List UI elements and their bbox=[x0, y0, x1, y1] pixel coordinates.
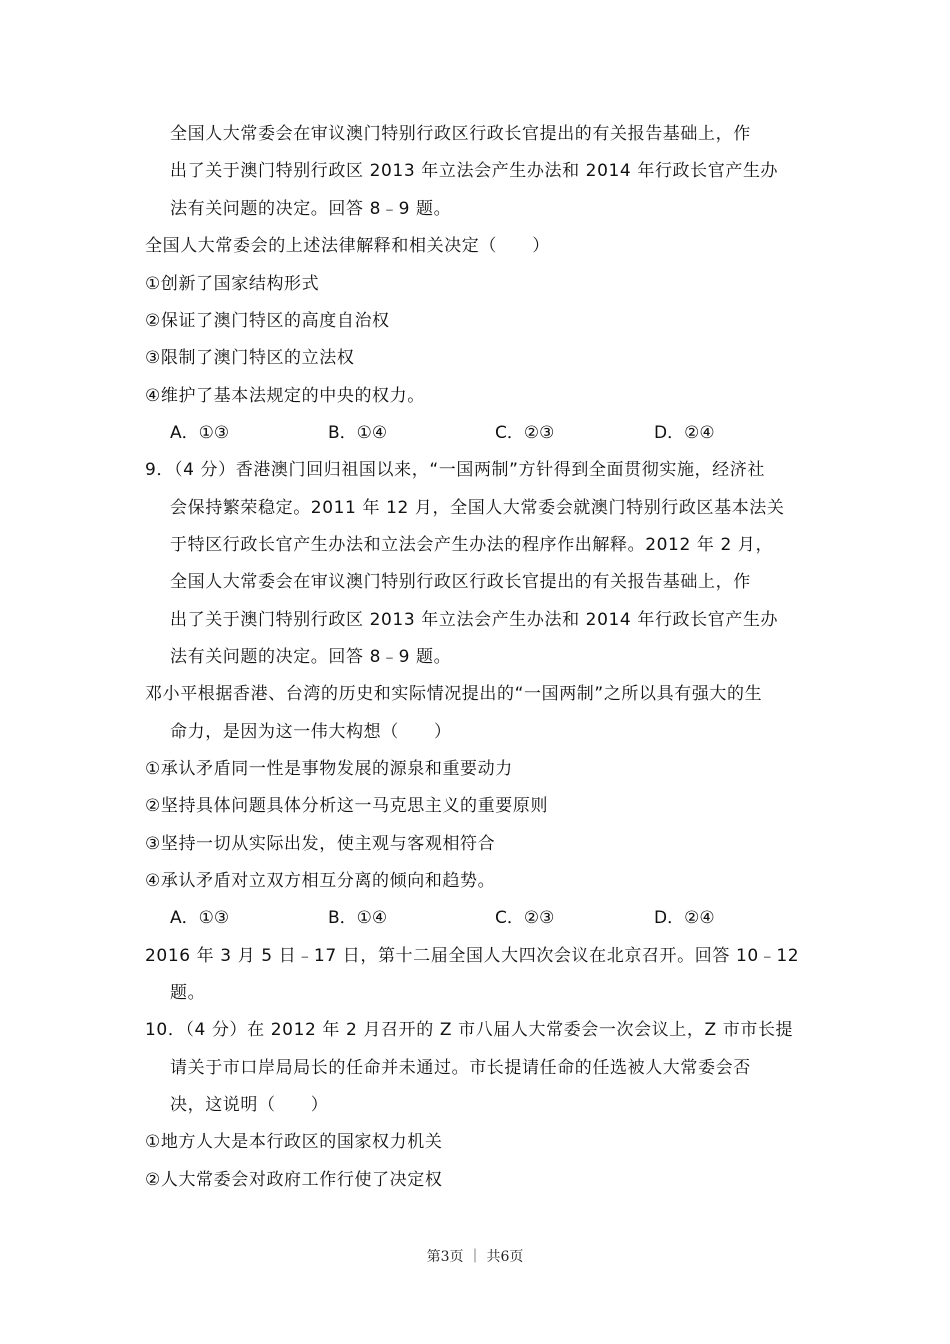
q9-stem-line: 于特区行政长官产生办法和立法会产生办法的程序作出解释。2012 年 2 月， bbox=[170, 535, 774, 555]
page-footer: 第3页 ｜ 共6页 bbox=[426, 1249, 524, 1265]
q9-stem-line: 全国人大常委会在审议澳门特别行政区行政长官提出的有关报告基础上，作 bbox=[170, 572, 751, 592]
q8-question: 全国人大常委会的上述法律解释和相关决定（ ） bbox=[145, 236, 550, 256]
q8-option-c[interactable]: C．②③ bbox=[495, 423, 555, 443]
q9-options bbox=[170, 906, 770, 930]
q10-stem-line: 决，这说明（ ） bbox=[170, 1095, 329, 1115]
q8-option-a[interactable]: A．①③ bbox=[170, 423, 230, 443]
q10-item: ①地方人大是本行政区的国家权力机关 bbox=[145, 1132, 443, 1152]
q10-stem-line: 请关于市口岸局局长的任命并未通过。市长提请任命的任选被人大常委会否 bbox=[170, 1058, 751, 1078]
q9-stem-line: 会保持繁荣稳定。2011 年 12 月，全国人大常委会就澳门特别行政区基本法关 bbox=[170, 498, 785, 518]
q9-stem-line: 法有关问题的决定。回答 8﹣9 题。 bbox=[170, 647, 452, 667]
intro-10-12: 题。 bbox=[170, 983, 206, 1003]
q8-stem-line: 全国人大常委会在审议澳门特别行政区行政长官提出的有关报告基础上，作 bbox=[170, 124, 751, 144]
q9-item: ①承认矛盾同一性是事物发展的源泉和重要动力 bbox=[145, 759, 513, 779]
q8-item: ②保证了澳门特区的高度自治权 bbox=[145, 311, 390, 331]
intro-10-12: 2016 年 3 月 5 日﹣17 日，第十二届全国人大四次会议在北京召开。回答 10﹣12 bbox=[145, 946, 800, 966]
q8-item: ③限制了澳门特区的立法权 bbox=[145, 348, 355, 368]
q9-item: ②坚持具体问题具体分析这一马克思主义的重要原则 bbox=[145, 796, 549, 816]
q8-option-b[interactable]: B．①④ bbox=[328, 423, 388, 443]
q9-question: 命力，是因为这一伟大构想（ ） bbox=[170, 722, 452, 742]
q10-stem-line: 10．（4 分）在 2012 年 2 月召开的 Z 市八届人大常委会一次会议上，Z 市市长提 bbox=[145, 1020, 794, 1040]
q8-stem-line: 法有关问题的决定。回答 8﹣9 题。 bbox=[170, 199, 452, 219]
q10-item: ②人大常委会对政府工作行使了决定权 bbox=[145, 1170, 443, 1190]
q9-option-c[interactable]: C．②③ bbox=[495, 908, 555, 928]
q8-options bbox=[170, 421, 770, 445]
q9-option-b[interactable]: B．①④ bbox=[328, 908, 388, 928]
q9-option-d[interactable]: D．②④ bbox=[654, 908, 715, 928]
q9-option-a[interactable]: A．①③ bbox=[170, 908, 230, 928]
q8-item: ④维护了基本法规定的中央的权力。 bbox=[145, 386, 425, 406]
q8-item: ①创新了国家结构形式 bbox=[145, 274, 320, 294]
q8-option-d[interactable]: D．②④ bbox=[654, 423, 715, 443]
q9-item: ③坚持一切从实际出发，使主观与客观相符合 bbox=[145, 834, 496, 854]
q9-stem-line: 9．（4 分）香港澳门回归祖国以来，“一国两制”方针得到全面贯彻实施，经济社 bbox=[145, 460, 765, 480]
q8-stem-line: 出了关于澳门特别行政区 2013 年立法会产生办法和 2014 年行政长官产生办 bbox=[170, 161, 779, 181]
q9-item: ④承认矛盾对立双方相互分离的倾向和趋势。 bbox=[145, 871, 496, 891]
q9-question: 邓小平根据香港、台湾的历史和实际情况提出的“一国两制”之所以具有强大的生 bbox=[145, 684, 763, 704]
q9-stem-line: 出了关于澳门特别行政区 2013 年立法会产生办法和 2014 年行政长官产生办 bbox=[170, 610, 779, 630]
